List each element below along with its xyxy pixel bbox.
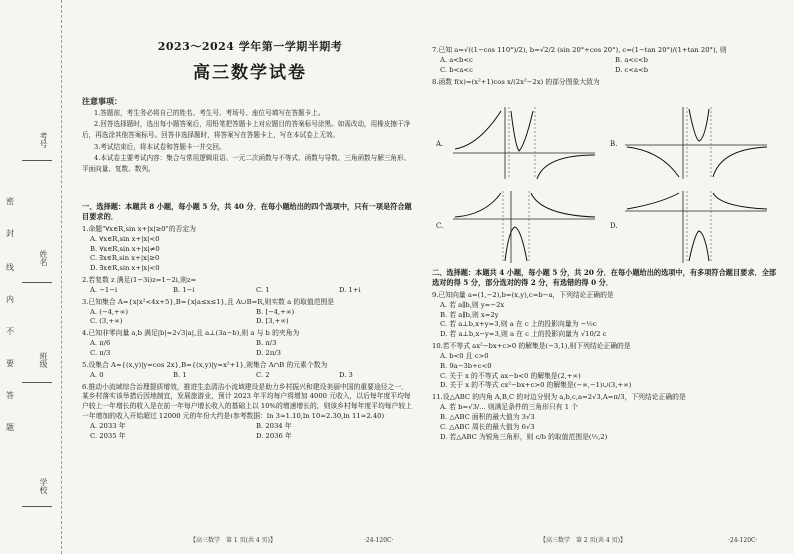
option-group <box>82 308 414 328</box>
note-item: 3.考试结束后，将本试卷和答题卡一并交回。 <box>94 142 226 151</box>
question-stem: 8.函数 f(x)=(x²+1)cos x/(2x²−2x) 的部分图象大致为 <box>432 77 600 86</box>
option-item: D. 若△ABC 为锐角三角形，则 c/b 的取值范围是(½,2) <box>440 432 608 441</box>
graph-label-c: C. <box>436 222 444 230</box>
option-item: C. π/3 <box>90 349 111 357</box>
graph-c <box>448 188 598 264</box>
graph-d-svg <box>621 189 771 265</box>
question-item <box>432 393 782 442</box>
question-stem: 10.若不等式 ax²−bx+c>0 的解集是(−3,1),则下列结论正确的是 <box>432 342 631 351</box>
graph-b-svg <box>621 105 771 181</box>
footer-left: 【高三数学 第 1 页(共 4 页)】 <box>190 537 276 544</box>
option-item: D. c<a<b <box>615 65 649 74</box>
option-item: C. 1 <box>256 285 270 294</box>
option-item: D. 2036 年 <box>256 431 292 440</box>
option-item: C. (3,+∞) <box>90 317 123 326</box>
option-item: B. 1 <box>173 370 187 379</box>
option-item: D. 1+i <box>339 285 361 294</box>
option-item: A. ∀x∈R,sin x+|x|<0 <box>90 234 160 243</box>
notes-title: 注意事项： <box>82 96 122 106</box>
label-xingming: 姓名 <box>39 250 48 266</box>
question-stem: 5.设集合 A={(x,y)|y=cos 2x},B={(x,y)|y=x²+1},则集合 A∩B 的元素个数为 <box>82 360 328 369</box>
option-item: B. [−4,+∞) <box>256 307 295 316</box>
option-item: C. 2 <box>256 370 270 379</box>
graph-a-svg <box>449 105 599 181</box>
label-banji: 班级 <box>39 352 48 368</box>
question-stem: 9.已知向量 a=(1,−2),b=(x,y),c=b−a，下列结论正确的是 <box>432 290 614 299</box>
question-item <box>82 329 414 359</box>
question-item <box>82 276 414 296</box>
seal-char: 内 <box>6 295 14 304</box>
question-stem: 1.命题"∀x∈R,sin x+|x|≥0"的否定为 <box>82 224 196 233</box>
option-group <box>82 371 414 381</box>
seal-char: 题 <box>6 423 14 432</box>
right-question-list-2 <box>432 291 782 443</box>
right-questions-top <box>432 44 782 87</box>
question-item <box>82 361 414 381</box>
question-stem: 4.已知非零向量 a,b 满足|b|=2√3|a|,且 a⊥(3a−b),则 a 与 b 的夹角为 <box>82 329 300 338</box>
right-question-list <box>432 46 782 87</box>
seal-char: 答 <box>6 391 14 400</box>
option-item: D. 若 a⊥b,x−y=3,则 a 在 c 上的投影向量为 √10/2 c <box>440 330 607 339</box>
option-item: D. 2π/3 <box>256 349 281 357</box>
banji-line <box>22 382 52 383</box>
right-questions-bottom <box>432 268 782 443</box>
question-item <box>432 291 782 340</box>
graph-d <box>620 188 770 264</box>
footer-right-code: ·24-120C· <box>728 537 758 544</box>
option-item: A. 2033 年 <box>90 421 126 430</box>
option-item: D. ∃x∈R,sin x+|x|<0 <box>90 264 160 273</box>
option-item: B. 若 a∥b,则 x=2y <box>440 310 499 319</box>
option-item: C. △ABC 周长的最大值为 6√3 <box>440 422 535 431</box>
question-item <box>82 298 414 328</box>
option-item: B. ∀x∈R,sin x+|x|≠0 <box>90 244 160 253</box>
option-item: D. [3,+∞) <box>256 317 289 326</box>
option-item: C. ∃x∈R,sin x+|x|≥0 <box>90 254 160 263</box>
option-group <box>432 56 782 76</box>
graph-a <box>448 104 598 180</box>
option-item: D. 关于 x 的不等式 cx²−bx+c>0 的解集是(−∞,−1)∪(3,+∞) <box>440 381 632 390</box>
option-item: C. 若 a⊥b,x+y=3,则 a 在 c 上的投影向量为 −½c <box>440 320 597 329</box>
binding-strip <box>0 0 62 554</box>
graph-label-a: A. <box>436 140 444 148</box>
option-group <box>432 403 782 442</box>
footer-right: 【高三数学 第 2 页(共 4 页)】 <box>540 537 626 544</box>
option-item: C. 关于 x 的不等式 ax−b<0 的解集是(2,+∞) <box>440 371 581 380</box>
note-item: 1.答题前，考生务必将自己的姓名、考生号、考场号、座位号填写在答题卡上。 <box>94 109 325 117</box>
option-group <box>432 352 782 391</box>
option-item: A. π/6 <box>90 339 111 348</box>
option-item: B. 1−i <box>173 285 195 294</box>
graph-c-svg <box>449 189 599 265</box>
option-item: B. 9a−3b+c<0 <box>440 361 492 370</box>
option-item: A. (−4,+∞) <box>90 307 129 316</box>
exam-year: 2023～2024 学年第一学期半期考 <box>157 40 343 53</box>
option-item: A. 若 a∥b,则 y=−2x <box>440 300 505 309</box>
xingming-line <box>22 282 52 283</box>
left-questions <box>82 202 414 442</box>
question-stem: 11.设△ABC 的内角 A,B,C 的对边分别为 a,b,c,a=2√3,A=π/3，下列结论正确的是 <box>432 393 686 402</box>
option-item: B. a<c<b <box>615 55 648 64</box>
question-item <box>432 78 782 88</box>
exam-title: 高三数学试卷 <box>193 63 307 83</box>
note-item: 2.回答选择题时，选出每小题答案后，用铅笔把答题卡上对应题目的答案标号涂黑。如需改动，用橡皮擦干净后，再选涂其他答案标号。回答非选择题时，将答案写在答题卡上，写在本试卷上无效。 <box>82 120 411 140</box>
seal-char: 线 <box>6 263 14 272</box>
option-item: B. 2034 年 <box>256 421 292 430</box>
question-stem: 7.已知 a=√((1−cos 110°)/2), b=√2/2 (sin 20°+cos 20°), c=(1−tan 20°)/(1+tan 20°), 则 <box>432 46 727 54</box>
graph-label-b: B. <box>610 140 618 148</box>
option-group <box>82 235 414 274</box>
question-stem: 3.已知集合 A={x|x²<4x+5},B={x|a≤x≤1},且 A∪B=R,则实数 a 的取值范围是 <box>82 297 335 306</box>
graph-b <box>620 104 770 180</box>
option-item: C. b<a<c <box>440 65 473 74</box>
question-item <box>432 46 782 76</box>
kaohao-line <box>22 160 52 161</box>
section1-heading: 一、选择题：本题共 8 小题，每小题 5 分，共 40 分．在每小题给出的四个选项中，只有一项是符合题目要求的． <box>82 202 412 222</box>
option-item: A. b<0 且 c>0 <box>440 351 489 360</box>
option-group <box>82 286 414 296</box>
option-item: B. △ABC 面积的最大值为 3√3 <box>440 413 535 421</box>
section2-heading: 二、选择题：本题共 4 小题，每小题 5 分，共 20 分．在每小题给出的选项中，有多项符合题目要求．全部选对的得 5 分，部分选对的得 2 分，有选错的得 0 分． <box>432 268 777 288</box>
option-group <box>82 422 414 442</box>
notes-list <box>82 108 412 175</box>
option-item: D. 3 <box>339 370 353 379</box>
seal-char: 密 <box>6 197 14 206</box>
left-question-list <box>82 225 414 442</box>
question-item <box>82 225 414 274</box>
option-item: B. π/3 <box>256 339 277 348</box>
note-item: 4.本试卷主要考试内容：集合与常用逻辑用语、一元二次函数与不等式、函数与导数、三角函数与解三角形、平面向量、复数、数列。 <box>82 153 411 174</box>
graph-label-d: D. <box>610 222 618 230</box>
footer-left-code: ·24-120C· <box>364 537 394 544</box>
xuexiao-line <box>22 506 52 507</box>
option-item: A. 0 <box>90 370 104 379</box>
option-item: A. −1−i <box>90 285 118 294</box>
option-item: A. 若 b=√3/... 则满足条件的三角形只有 1 个 <box>440 403 579 412</box>
question-item <box>82 383 414 442</box>
seal-char: 不 <box>6 327 14 336</box>
option-group <box>82 339 414 359</box>
question-stem: 2.若复数 z 满足(1−3i)z=1−2i,则z= <box>82 276 197 285</box>
option-item: C. 2035 年 <box>90 431 126 440</box>
seal-char: 封 <box>6 229 14 238</box>
label-kaohao: 考号 <box>39 132 48 148</box>
label-xuexiao: 学校 <box>39 478 48 494</box>
option-group <box>432 301 782 340</box>
question-stem: 6.推动小流域综合治理提质增效，推进生态清洁小流域建设是助力乡村振兴和建设美丽中国的重要途径之一．某乡村落实该举措后因地制宜，发展旅游业，预计 2023 年平均每户将增加 4000 元收入，以后每年度平均每户较上一年增长的收入是在前一年每户增长收入的基础上以 10%的增速增长的，则该乡村每年度平均每户较上一年增加的收入开始超过 12000 元的年份大约是(参考数据：ln 3≈1.10,ln 10≈2.30,ln 11≈2.40) <box>82 382 412 421</box>
question-item <box>432 342 782 391</box>
option-item: A. a<b<c <box>440 55 473 64</box>
seal-char: 要 <box>6 359 14 368</box>
